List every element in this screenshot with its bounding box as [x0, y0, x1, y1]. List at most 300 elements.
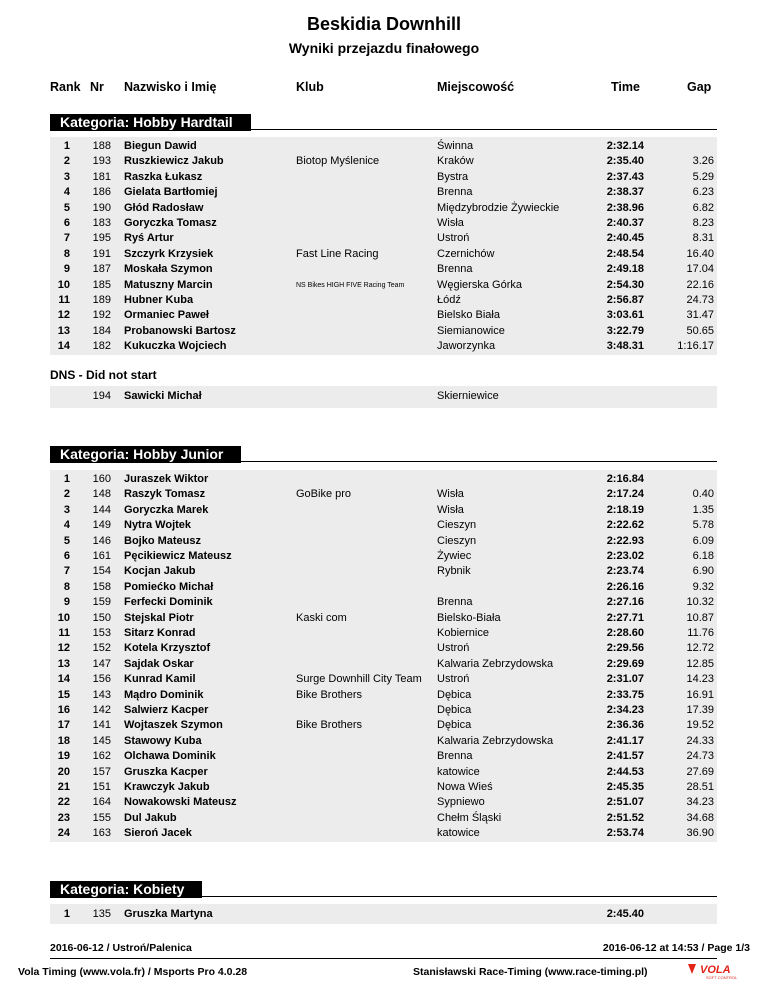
cell-nr: 182 — [92, 340, 111, 353]
cell-name: Raszyk Tomasz — [124, 488, 206, 501]
cell-name: Hubner Kuba — [124, 294, 194, 306]
cell-name: Sieroń Jacek — [124, 827, 192, 840]
cell-nr: 183 — [92, 217, 111, 229]
cell-nr: 194 — [92, 390, 111, 402]
cell-time: 2:34.23 — [606, 704, 644, 716]
cell-rank: 6 — [63, 217, 70, 229]
cell-name: Wojtaszek Szymon — [124, 719, 223, 732]
cell-nr: 153 — [92, 627, 111, 639]
table-row — [0, 293, 768, 308]
cell-time: 2:56.87 — [606, 294, 644, 306]
cell-time: 2:36.36 — [606, 719, 644, 732]
cell-time: 2:22.93 — [606, 534, 644, 547]
table-row — [0, 534, 768, 549]
cell-name: Ryś Artur — [124, 232, 174, 245]
cell-rank: 13 — [57, 324, 70, 337]
cell-name: Mądro Dominik — [124, 688, 204, 701]
cell-name: Gielata Bartłomiej — [124, 186, 218, 199]
table-row — [0, 518, 768, 533]
cell-nr: 192 — [92, 309, 111, 322]
cell-name: Ruszkiewicz Jakub — [124, 155, 224, 168]
vola-logo-icon — [686, 962, 750, 980]
cell-time: 2:38.37 — [606, 186, 644, 199]
cell-rank: 1 — [63, 908, 70, 920]
cell-town: katowice — [437, 765, 480, 778]
cell-rank: 12 — [57, 309, 70, 322]
cell-rank: 20 — [57, 765, 70, 778]
footer-timing-company: Stanisławski Race-Timing (www.race-timing.pl) — [413, 966, 648, 978]
cell-gap: 6.82 — [692, 201, 714, 214]
cell-rank: 21 — [57, 781, 70, 793]
cell-name: Gruszka Kacper — [124, 765, 208, 778]
cell-club: Biotop Myślenice — [296, 155, 380, 168]
cell-town: Świnna — [437, 140, 474, 152]
cell-rank: 11 — [58, 294, 70, 306]
cell-time: 2:49.18 — [606, 263, 644, 276]
cell-rank: 6 — [63, 550, 70, 562]
cell-rank: 10 — [57, 278, 70, 291]
table-row — [0, 595, 768, 610]
cell-time: 2:44.53 — [606, 765, 644, 778]
cell-town: Cieszyn — [437, 519, 477, 532]
cell-name: Stawowy Kuba — [124, 734, 202, 747]
cell-nr: 158 — [92, 580, 111, 593]
cell-gap: 16.91 — [686, 688, 714, 701]
cell-town: Bystra — [437, 170, 469, 183]
table-row — [0, 564, 768, 579]
cell-time: 2:41.57 — [606, 750, 644, 763]
cell-nr: 135 — [92, 908, 111, 920]
cell-gap: 8.31 — [692, 232, 714, 245]
cell-name: Bojko Mateusz — [124, 534, 202, 547]
cell-time: 3:48.31 — [606, 340, 644, 353]
cell-name: Kunrad Kamil — [124, 673, 196, 686]
page-subtitle: Wyniki przejazdu finałowego — [288, 40, 480, 56]
cell-nr: 187 — [92, 263, 111, 276]
cell-town: Kobiernice — [437, 627, 489, 639]
cell-name: Pomiećko Michał — [124, 580, 214, 593]
cell-town: Węgierska Górka — [437, 278, 522, 291]
cell-club: Fast Line Racing — [296, 247, 379, 260]
cell-rank: 11 — [58, 627, 70, 639]
cell-time: 2:40.37 — [606, 217, 644, 229]
cell-gap: 11.76 — [687, 627, 714, 639]
cell-time: 2:41.17 — [606, 734, 644, 747]
cell-town: Żywiec — [437, 550, 472, 562]
cell-nr: 195 — [92, 232, 111, 245]
table-row — [0, 324, 768, 339]
cell-gap: 17.39 — [686, 704, 714, 716]
cell-nr: 186 — [92, 186, 111, 199]
cell-nr: 189 — [92, 294, 111, 306]
cell-town: Wisła — [437, 217, 464, 229]
cell-time: 2:16.84 — [606, 473, 644, 485]
cell-town: Dębica — [437, 704, 472, 716]
logo-text: VOLA — [700, 964, 731, 976]
col-nr: Nr — [90, 80, 104, 94]
cell-town: Wisła — [437, 488, 464, 501]
cell-time: 2:51.07 — [606, 796, 644, 809]
cell-gap: 0.40 — [692, 488, 714, 501]
cell-name: Goryczka Marek — [124, 503, 209, 516]
cell-time: 2:33.75 — [606, 688, 644, 701]
cell-name: Dul Jakub — [124, 811, 177, 824]
cell-time: 3:22.79 — [606, 324, 644, 337]
cell-time: 2:45.35 — [606, 781, 644, 793]
cell-rank: 3 — [63, 170, 70, 183]
cell-gap: 14.23 — [686, 673, 714, 686]
cell-gap: 24.73 — [686, 750, 714, 763]
cell-gap: 6.18 — [692, 550, 714, 562]
cell-rank: 18 — [57, 734, 70, 747]
col-name: Nazwisko i Imię — [124, 80, 217, 94]
cell-time: 2:54.30 — [606, 278, 644, 291]
table-row — [0, 154, 768, 169]
cell-time: 3:03.61 — [606, 309, 644, 322]
cell-rank: 8 — [63, 247, 70, 260]
cell-gap: 12.72 — [686, 642, 714, 655]
footer-divider — [50, 958, 717, 959]
cell-time: 2:29.56 — [606, 642, 644, 655]
cell-nr: 160 — [92, 473, 111, 485]
table-row — [0, 688, 768, 703]
cell-name: Raszka Łukasz — [124, 170, 203, 183]
cell-gap: 36.90 — [686, 827, 714, 840]
cell-name: Kukuczka Wojciech — [124, 340, 227, 353]
cell-town: Brenna — [437, 750, 473, 763]
cell-name: Probanowski Bartosz — [124, 324, 236, 337]
logo-subtext: SOFT CONTROL — [706, 975, 738, 980]
col-rank: Rank — [50, 80, 81, 94]
cell-nr: 145 — [92, 734, 111, 747]
cell-name: Kotela Krzysztof — [124, 642, 211, 655]
cell-rank: 1 — [63, 140, 70, 152]
cell-nr: 151 — [92, 781, 111, 793]
cell-name: Kocjan Jakub — [124, 565, 196, 578]
cell-time: 2:40.45 — [606, 232, 644, 245]
cell-rank: 1 — [63, 473, 70, 485]
cell-town: Brenna — [437, 596, 473, 609]
cell-name: Biegun Dawid — [124, 140, 197, 152]
cell-time: 2:32.14 — [606, 140, 644, 152]
table-row — [0, 216, 768, 231]
cell-nr: 146 — [92, 534, 111, 547]
cell-gap: 12.85 — [686, 657, 714, 670]
table-row — [0, 749, 768, 764]
cell-gap: 8.23 — [692, 217, 714, 229]
table-row — [0, 718, 768, 733]
page-title: Beskidia Downhill — [306, 14, 462, 34]
cell-name: Matuszny Marcin — [124, 278, 213, 291]
cell-town: Siemianowice — [437, 324, 505, 337]
category-header-hobby-hardtail: Kategoria: Hobby Hardtail — [50, 114, 251, 131]
cell-rank: 7 — [63, 565, 70, 578]
table-row — [0, 231, 768, 246]
cell-rank: 8 — [63, 580, 70, 593]
cell-rank: 23 — [57, 811, 70, 824]
cell-rank: 19 — [57, 750, 70, 763]
table-row — [0, 472, 768, 487]
cell-time: 2:27.16 — [606, 596, 644, 609]
cell-nr: 144 — [92, 503, 111, 516]
cell-gap: 3.26 — [692, 155, 714, 168]
cell-time: 2:27.71 — [606, 611, 644, 624]
cell-time: 2:37.43 — [606, 170, 644, 183]
col-time: Time — [611, 80, 640, 94]
cell-gap: 1:16.17 — [677, 340, 714, 353]
cell-nr: 149 — [92, 519, 111, 532]
cell-town: Kalwaria Zebrzydowska — [437, 657, 554, 670]
cell-rank: 12 — [57, 642, 70, 655]
cell-name: Sajdak Oskar — [124, 657, 194, 670]
cell-gap: 5.29 — [692, 170, 714, 183]
cell-name: Stejskal Piotr — [124, 611, 194, 624]
cell-name: Szczyrk Krzysiek — [124, 247, 214, 260]
table-row — [0, 308, 768, 323]
cell-town: Bielsko-Biała — [437, 611, 501, 624]
table-row — [0, 811, 768, 826]
cell-gap: 6.09 — [692, 534, 714, 547]
cell-gap: 27.69 — [686, 765, 714, 778]
cell-time: 2:31.07 — [606, 673, 644, 686]
cell-town: Skierniewice — [437, 390, 499, 402]
cell-name: Pęcikiewicz Mateusz — [124, 550, 232, 562]
cell-nr: 154 — [92, 565, 111, 578]
cell-town: Dębica — [437, 688, 472, 701]
cell-gap: 16.40 — [686, 247, 714, 260]
cell-town: Kalwaria Zebrzydowska — [437, 734, 554, 747]
cell-nr: 147 — [92, 657, 111, 670]
cell-nr: 161 — [92, 550, 111, 562]
cell-name: Głód Radosław — [124, 201, 204, 214]
cell-nr: 184 — [92, 324, 111, 337]
cell-rank: 16 — [57, 704, 70, 716]
cell-gap: 31.47 — [686, 309, 714, 322]
cell-nr: 141 — [92, 719, 111, 732]
cell-rank: 14 — [57, 340, 70, 353]
cell-rank: 13 — [57, 657, 70, 670]
cell-club: Bike Brothers — [296, 688, 363, 701]
table-row — [0, 657, 768, 672]
cell-nr: 157 — [92, 765, 111, 778]
cell-time: 2:23.02 — [606, 550, 644, 562]
cell-nr: 159 — [92, 596, 111, 609]
cell-town: Rybnik — [437, 565, 471, 578]
cell-town: Dębica — [437, 719, 472, 732]
cell-name: Sawicki Michał — [124, 390, 202, 402]
cell-gap: 34.23 — [686, 796, 714, 809]
cell-nr: 185 — [92, 278, 111, 291]
category-header-hobby-junior: Kategoria: Hobby Junior — [50, 446, 241, 463]
cell-rank: 2 — [63, 155, 70, 168]
cell-name: Olchawa Dominik — [124, 750, 216, 763]
table-row — [0, 139, 768, 154]
cell-time: 2:29.69 — [606, 657, 644, 670]
cell-name: Juraszek Wiktor — [124, 473, 209, 485]
footer-software: Vola Timing (www.vola.fr) / Msports Pro 4.0.28 — [18, 966, 248, 978]
cell-rank: 10 — [57, 611, 70, 624]
table-row — [0, 170, 768, 185]
cell-club: Kaski com — [296, 611, 347, 624]
cell-nr: 156 — [92, 673, 111, 686]
cell-rank: 9 — [63, 263, 70, 276]
cell-town: Jaworzynka — [437, 340, 496, 353]
cell-rank: 3 — [63, 503, 70, 516]
cell-nr: 143 — [92, 688, 111, 701]
col-town: Miejscowość — [437, 80, 515, 94]
cell-nr: 190 — [92, 201, 111, 214]
table-row — [0, 503, 768, 518]
cell-name: Sitarz Konrad — [124, 627, 196, 639]
cell-nr: 163 — [92, 827, 111, 840]
cell-rank: 5 — [63, 534, 70, 547]
cell-club: NS Bikes HIGH FIVE Racing Team — [296, 281, 405, 289]
cell-gap: 10.32 — [686, 596, 714, 609]
cell-gap: 5.78 — [692, 519, 714, 532]
cell-town: Sypniewo — [437, 796, 485, 809]
table-row — [0, 734, 768, 749]
cell-gap: 22.16 — [686, 278, 714, 291]
table-row — [0, 185, 768, 200]
cell-rank: 24 — [57, 827, 70, 840]
cell-town: Wisła — [437, 503, 464, 516]
cell-club: Bike Brothers — [296, 719, 363, 732]
table-row — [0, 626, 768, 641]
table-row — [0, 641, 768, 656]
table-row — [0, 907, 768, 922]
cell-name: Goryczka Tomasz — [124, 217, 217, 229]
cell-town: Chełm Śląski — [437, 811, 502, 824]
cell-nr: 188 — [92, 140, 111, 152]
cell-town: Ustroń — [437, 232, 470, 245]
cell-gap: 19.52 — [686, 719, 714, 732]
table-row — [0, 339, 768, 354]
table-row — [0, 580, 768, 595]
cell-name: Salwierz Kacper — [124, 704, 209, 716]
cell-nr: 164 — [92, 796, 111, 809]
cell-gap: 24.73 — [686, 294, 714, 306]
cell-name: Moskała Szymon — [124, 263, 213, 276]
cell-name: Krawczyk Jakub — [124, 781, 210, 793]
cell-nr: 193 — [92, 155, 111, 168]
cell-nr: 162 — [92, 750, 111, 763]
cell-name: Nowakowski Mateusz — [124, 796, 237, 809]
cell-nr: 142 — [92, 704, 111, 716]
cell-town: Ustroń — [437, 642, 470, 655]
cell-gap: 1.35 — [692, 503, 714, 516]
cell-time: 2:28.60 — [606, 627, 644, 639]
cell-time: 2:51.52 — [606, 811, 644, 824]
col-club: Klub — [296, 80, 324, 94]
cell-name: Nytra Wojtek — [124, 519, 192, 532]
table-row — [0, 765, 768, 780]
cell-nr: 148 — [92, 488, 111, 501]
cell-town: Brenna — [437, 263, 473, 276]
category-header-kobiety: Kategoria: Kobiety — [50, 881, 202, 898]
cell-rank: 5 — [63, 201, 70, 214]
footer-page-info: 2016-06-12 at 14:53 / Page 1/3 — [602, 942, 750, 954]
cell-town: Czernichów — [437, 247, 495, 260]
cell-rank: 15 — [57, 688, 70, 701]
cell-gap: 50.65 — [686, 324, 714, 337]
table-row — [0, 672, 768, 687]
cell-rank: 14 — [57, 673, 70, 686]
table-row — [0, 262, 768, 277]
cell-nr: 181 — [92, 170, 111, 183]
cell-town: Łódź — [437, 294, 461, 306]
table-row — [0, 703, 768, 718]
cell-gap: 10.87 — [686, 611, 714, 624]
col-gap: Gap — [687, 80, 712, 94]
table-row — [0, 278, 768, 293]
cell-rank: 4 — [63, 519, 70, 532]
cell-rank: 4 — [63, 186, 70, 199]
cell-town: Bielsko Biała — [437, 309, 500, 322]
cell-time: 2:35.40 — [606, 155, 644, 168]
table-row — [0, 780, 768, 795]
cell-rank: 17 — [57, 719, 70, 732]
cell-time: 2:53.74 — [606, 827, 644, 840]
cell-time: 2:22.62 — [606, 519, 644, 532]
cell-rank: 2 — [63, 488, 70, 501]
cell-gap: 28.51 — [686, 781, 714, 793]
cell-time: 2:26.16 — [606, 580, 644, 593]
cell-time: 2:17.24 — [606, 488, 644, 501]
table-row — [0, 611, 768, 626]
cell-time: 2:23.74 — [606, 565, 644, 578]
footer-event-info: 2016-06-12 / Ustroń/Palenica — [50, 942, 192, 954]
cell-gap: 34.68 — [686, 811, 714, 824]
cell-name: Gruszka Martyna — [124, 908, 213, 920]
cell-club: GoBike pro — [296, 488, 352, 501]
cell-nr: 155 — [92, 811, 111, 824]
cell-time: 2:45.40 — [606, 908, 644, 920]
cell-gap: 6.23 — [692, 186, 714, 199]
cell-rank: 7 — [63, 232, 70, 245]
cell-name: Ferfecki Dominik — [124, 596, 213, 609]
table-row — [0, 201, 768, 216]
cell-town: katowice — [437, 827, 480, 840]
cell-time: 2:48.54 — [606, 247, 644, 260]
cell-nr: 191 — [92, 247, 111, 260]
cell-rank: 9 — [63, 596, 70, 609]
cell-rank: 22 — [57, 796, 70, 809]
cell-gap: 24.33 — [686, 734, 714, 747]
cell-town: Kraków — [437, 155, 474, 168]
cell-town: Cieszyn — [437, 534, 477, 547]
cell-town: Międzybrodzie Żywieckie — [437, 201, 560, 214]
table-row — [0, 487, 768, 502]
cell-gap: 17.04 — [686, 263, 714, 276]
cell-time: 2:18.19 — [606, 503, 644, 516]
cell-nr: 152 — [92, 642, 111, 655]
cell-club: Surge Downhill City Team — [296, 673, 422, 686]
cell-nr: 150 — [92, 611, 111, 624]
cell-town: Ustroń — [437, 673, 470, 686]
table-row — [0, 795, 768, 810]
cell-gap: 9.32 — [692, 580, 714, 593]
cell-town: Nowa Wieś — [437, 781, 493, 793]
cell-town: Brenna — [437, 186, 473, 199]
table-row — [0, 389, 768, 404]
cell-time: 2:38.96 — [606, 201, 644, 214]
dns-header: DNS - Did not start — [50, 368, 157, 382]
table-row — [0, 549, 768, 564]
table-row — [0, 247, 768, 262]
cell-gap: 6.90 — [692, 565, 714, 578]
table-row — [0, 826, 768, 841]
cell-name: Ormaniec Paweł — [124, 309, 209, 322]
